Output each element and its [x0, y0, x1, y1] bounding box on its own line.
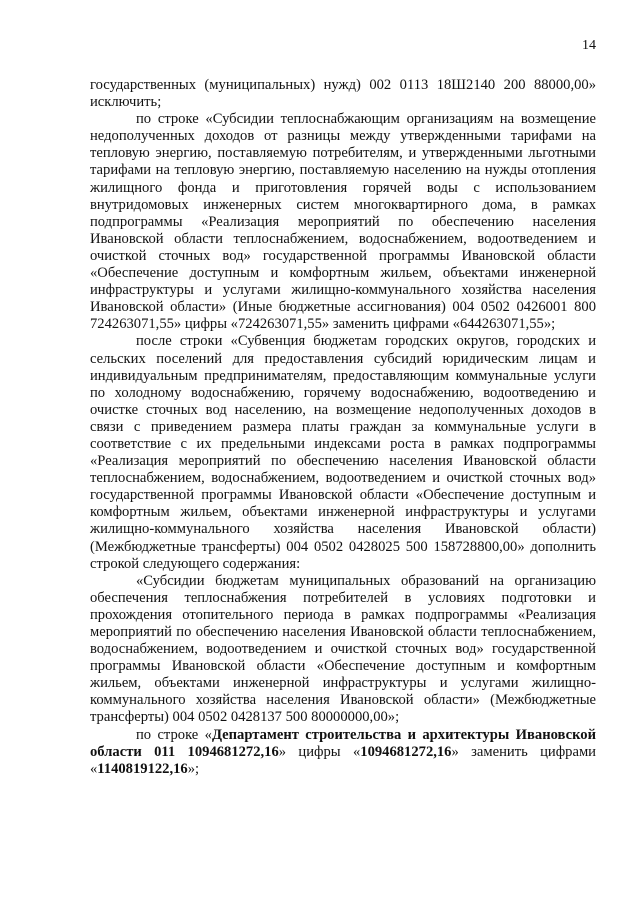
page-number: 14 — [582, 38, 596, 53]
paragraph-5-text-1: по строке « — [136, 726, 212, 743]
paragraph-5-text-3: » заменить цифрами « — [90, 743, 596, 777]
paragraph-4: «Субсидии бюджетам муниципальных образований на организацию обеспечения теплоснабжения потребителей в условиях подготовки и прохождения отопительного периода в рамках подпрограммы «Реализация мероприятий по обеспечению населения Ивановской области теплоснабжением, водоснабжением, водоотведением и очисткой сточных вод» государственной программы Ивановской области «Обеспечение доступным и комфортным жильем, объектами инженерной инфраструктуры и услугами жилищно-коммунального хозяйства населения Ивановской области» (Межбюджетные трансферты) 004 0502 0428137 500 80000000,00»; — [90, 572, 596, 726]
paragraph-5-bold-old-amount: 1094681272,16 — [360, 743, 452, 760]
paragraph-5 — [90, 727, 596, 778]
paragraph-3: после строки «Субвенция бюджетам городских округов, городских и сельских поселений для предоставления субсидий юридическим лицам и индивидуальным предпринимателям, предоставляющим коммунальные услуги по холодному водоснабжению, горячему водоснабжению, водоотведению и очистке сточных вод населению, на возмещение недополученных доходов в связи с приведением размера платы граждан за коммунальные услуги в соответствие с их предельными индексами роста в рамках подпрограммы «Реализация мероприятий по обеспечению населения Ивановской области теплоснабжением, водоснабжением, водоотведением и очисткой сточных вод» государственной программы Ивановской области «Обеспечение доступным и комфортным жильем, объектами инженерной инфраструктуры и услугами жилищно-коммунального хозяйства населения Ивановской области) (Межбюджетные трансферты) 004 0502 0428025 500 158728800,00» дополнить строкой следующего содержания: — [90, 333, 596, 572]
paragraph-5-text-2: » цифры « — [278, 743, 361, 760]
paragraph-5-text-4: »; — [187, 760, 200, 777]
paragraph-2: по строке «Субсидии теплоснабжающим организациям на возмещение недополученных доходов от разницы между утвержденными тарифами на тепловую энергию, поставляемую потребителям, и утвержденными льготными тарифами на тепловую энергию, поставляемую населению на нужды отопления жилищного фонда и приготовления горячей воды с использованием внутридомовых инженерных систем многоквартирного дома, в рамках подпрограммы «Реализация мероприятий по обеспечению населения Ивановской области теплоснабжением, водоснабжением, водоотведением и очисткой сточных вод» государственной программы Ивановской области «Обеспечение доступным и комфортным жильем, объектами инженерной инфраструктуры и услугами жилищно-коммунального хозяйства населения Ивановской области» (Иные бюджетные ассигнования) 004 0502 0426001 800 724263071,55» цифры «724263071,55» заменить цифрами «644263071,55»; — [90, 111, 596, 333]
paragraph-5-bold-new-amount: 1140819122,16 — [97, 760, 188, 777]
paragraph-1: государственных (муниципальных) нужд) 002 0113 18Ш2140 200 88000,00» исключить; — [90, 77, 596, 111]
paragraph-5-bold-department: Департамент строительства и архитектуры Ивановской области 011 1094681272,16 — [90, 726, 596, 760]
document-body — [90, 77, 596, 778]
